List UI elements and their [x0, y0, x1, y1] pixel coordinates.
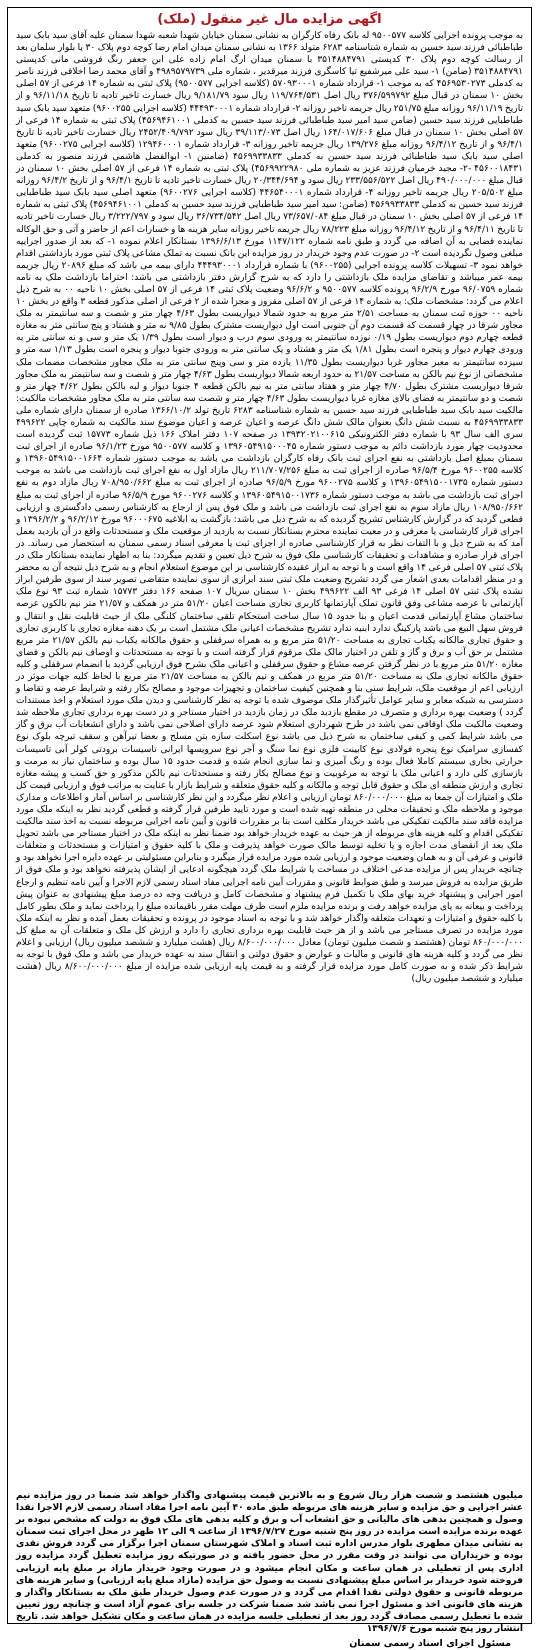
notice-body-tail: میلیون هشتصد و شصت هزار ریال شروع و به بالاترین قیمت پیشنهادی واگذار خواهد شد ضمنا در روز مزایده نیم عشر اجرایی و حق مزایده و سایر هزینه های مربوطه طبق ماده ۴۰ آیین نامه اجرا مفاد اسناد رسمی لازم الاجرا نقدا وصول و همچنین بدهی های مالیاتی و حق انشعاب آب و برق و کلیه بدهی های ملک فوق به دولت که مشخص نبوده بر عهده برنده مزایده است مزایده در روز پنج شنبه مورخ ۱۳۹۶/۷/۲۷ از ساعت ۹ الی ۱۲ ظهر در محل اجرای ثبت سمنان به نشانی میدان مطهری بلوار مدرس اداره ثبت اسناد و املاک شهرستان سمنان اجرا برگزار می گردد فروش نقدی بوده و خریداران می توانند در وقت مقرر در محل حضور یافته و در صورتیکه روز مزایده تعطیل گردد مزایده روز اداری پس از تعطیلی در همان ساعت و مکان انجام میشود و در صورت وجود خریدار مازاد بر مبلغ پایه ارزیابی فروخته شود خریدار بر اساس مبلغ پیشنهادی نسبت به وصول حق مزایده (مازاد مبلغ پایه ارزیابی) و سایر هزینه های مربوطه قانونی و حقوق دولتی نقدا اقدام می گردد و در صورت عدم وصول خریدار طبق ملک به بستانکار واگذار و هزینه های قانونی اخذ و مسئول اجرا نمی باشد شد ضمنا شرکت در جلسه برای عموم آزاد است و چنانچه روز تعیین شده با تعطیل رسمی مصادف گردد روز بعد از تعطیلی جلسه مزایده در همان ساعت و مکان تشکیل خواهد شد. تاریخ انتشار روز پنج شنبه مورخ ۱۳۹۶/۷/۶	[16, 1491, 523, 1635]
notice-body-main: به موجب پرونده اجرایی کلاسه ۹۵۰۰۵۷۷ له بانک رفاه کارگران به نشانی سمنان خیابان شهدا شعبه شهدا سمنان علیه آقای سید بابک سید طباطبائی فرزند سید حسین به شماره شناسنامه ۶۲۸۳ متولد ۱۳۶۶ به نشانی سمنان میدان امام رضا کوچه دوم پلاک ۳۰ یا بلوار سلمان بعد از رسالت کوچه دوم پلاک ۳۰ کدپستی ۳۵۱۴۸۸۴۷۹۱ با سمنان میدان ارگ امام زاده علی ابن جعفر رنگ فروشی مانی کدپستی ۳۵۱۴۸۸۴۷۹۱ (ضامن) ۱- سید علی میرشفیع تیا کاسگری فرزند میرقدیر ، شماره ملی ۴۹۸۹۵۷۹۷۳۹ و آقای محمد رضا اخلاقی فرزند ناصر به کدملی ۴۵۶۹۵۳۰۲۷۳ که به موجب ۱- قرارداد شماره ۵۷۰۹۳۰۰۰۱ (کلاسه اجرایی ۹۵۰۰۵۷۷) پلاک ثبتی به شماره ۱۴ فرعی از ۵۷ اصلی بخش ۱۰ سمنان در قبال مبلغ ۳۷۶/۵۹۹۷۹۲ ریال اصل ۱۱۹/۷۶۴/۵۳۱ ریال سود ۹/۱۸۱/۷۹ ریال خسارت تاخیر تادیه تا تاریخ ۹۶/۱۱/۱۸ و از تاریخ ۹۶/۱۱/۱۹ روزانه مبلغ ۲۵۱/۷۵ ریال جریمه تاخیر روزانه ۲- قرارداد شماره ۴۴۴۹۳۰۰۰۱ (کلاسه اجرایی ۹۶۰۰۲۵۵) متعهد سید بابک سید طباطبایی فرزند سید حسین (ضامن سید امیر سید طباطبائی فرزند سید حسین به کدملی ۴۵۶۹۴۶۱۰۰۱) پلاک ثبتی به شماره ۱۴ فرعی از ۵۷ اصلی بخش ۱۰ سمنان در قبال مبلغ ۱۶۴/۰۱۷/۶۰۶ ریال اصل ۳۹/۱۱۳/۰۷۳ ریال سود ۲۴۵۲/۴۰۹/۷۹۲ ریال خسارت تاخیر تادیه تا تاریخ ۹۶/۴/۱ و از تاریخ ۹۶/۴/۱۲ روزانه مبلغ ۱۳۹/۲۷۶ ریال جریمه تاخیر روزانه ۳- قرارداد شماره ۱۲۹۴۶۰۰۰۱ (کلاسه اجرایی ۹۶۰۰۲۷۵) متعهد اصلی سید بابک سید طباطبائی فرزند سید حسین به کدملی ۴۵۶۹۹۳۳۸۳۳ (ضامنین ۱- ابوالفضل هاشمی فرزند منصور به کدملی ۴۵۶۰۰۱۸۴۳۱ -۲- مجید خرمیان فرزند عزیز به شماره ملی ۴۵۶۹۹۲۲۹۸۰) پلاک ثبتی به شماره ۱۴ فرعی از ۵۷ اصلی بخش ۱۰ سمنان در قبال مبلغ ۴۹۰/۰۰۰/۰۰۰ ریال اصل ۲۳۳/۵۵۶/۵۲۲ ریال سود و ۲۰/۳۴۴/۶۹۴ ریال خسارت تاخیر تادیه تا تاریخ ۹۶/۴/۱ و از تاریخ ۹۶/۴/۲ روزانه مبلغ ۲۰۵/۵۰۲ ریال جریمه تاخیر روزانه ۴- قرارداد شماره ۴۴۶۵۴۰۰۰۱ (کلاسه اجرایی ۹۶۰۰۲۷۶) متعهد اصلی سید بابک سید طباطبایی فرزند سید حسین به کدملی ۴۵۶۹۹۳۳۸۳۳ (ضامن: سید امیر سید طباطبایی فرزند سید حسین به کدملی ۴۵۶۹۴۶۱۰۰۱) پلاک ثبتی به شماره ۱۴ فرعی از ۵۷ اصلی بخش ۱۰ سمنان در قبال مبلغ ۷۳/۶۵۷/۰۸۴ ریال اصل ۳۶/۷۳۴/۵۴۲ ریال سود و ۳/۲۲۲/۷۹۷ ریال خسارت تاخیر تادیه تا تاریخ ۹۶/۴/۱۱ و از تاریخ ۹۶/۴/۱۲ روزانه مبلغ ۷۸/۲۲۳ ریال جریمه تاخیر روزانه سایر هزینه ها و خسارات اعم از حاضر و آتی و حق الوکاله نماینده قضایی به آن اضافه می گردد و طبق نامه شماره ۱۱۴۷/۱۲۲ مورخ ۱۳۹۶/۶/۱۳ بستانکار اعلام نموده ۱- که بعد از صدور اجراییه مبلغی وصول نگردیده است ۲- در صورت عدم وجود خریدار در روز مزایده این بانک نسبت به تملک مشاعی پلاک ثبتی مورد بازداشتی اقدام خواهد نمود ۳- تسهیلات کلاسه پرونده اجرایی (۹۶۰۰۲۵۵) با شماره قرارداد ۴۴۴۹۳۰۰۰۱ دارای بیمه می باشد که مبلغ ۲۰۸۹۶ ریال جریمه بیمه عمر میباشد و تقاضای مزایده ملک بازداشتی را دارد که به شرح گزارش دفتر بازداشتی می باشد: احتراما بازداشت ملک به نامه شماره ۹۶/۰۷۵۹ مورخ ۹۶/۲/۹ پرونده کلاسه ۹۵۰۰۵۷۷ و ۹۶/۶/۲ وضعیت پلاک ثبتی ۱۴ فرعی از ۵۷ اصلی بخش ۱۰ ناحیه ۰۰ به شرح ذیل اعلام می گردد: مشخصات ملک: به شماره ۱۴ فرعی از ۵۷ اصلی مفروز و مجزا شده از ۲ فرعی از اصلی مذکور قطعه ۳ واقع در بخش ۱۰ ناحیه ۰۰ حوزه ثبت سمنان به مساحت ۲/۵۱ متر مربع به حدود شمالا دیواریست بطول ۴/۶۳ چهار متر و شصت و سه سانتیمتر به ملک مجاور شرقا در چهار قسمت که قسمت دوم آن جنوبی است اول دیواریست مشترک بطول ۹/۸۵ نه متر و هشتاد و پنج سانتی متر به مغازه قطعه چهارم دوم دیواریست بطول ۰/۱۹ نوزده سانتیمتر به ورودی سوم درب و دیوار است بطول ۱/۳۹ یک متر و سی و نه سانتی متر به ورودی چهارم دیوار و پنجره است بطول ۱/۸۱ یک متر و هشتاد و یک سانتی متر به ورودی جنوبا دیوار و پنجره است بطول ۱/۱۳ سه متر و سیزده سانتیمتر به معبر مجاور غربا دیواریست بطول ۱۱/۳۵ یازده متر و سی وپنج سانتی متر به ملک مجاور مشخصات مضمات ملک مشخصاتی از نوع نیم بالکن به مساحت ۲۱/۵۷ به حدود اربعه شمالا دیواریست بطول ۴/۶۳ چهار متر و شصت و سه سانتیمتر به ملک مجاور شرقا دیواریست مشترک بطول ۴/۷۰ چهار متر و هفتاد سانتی متر به نیم بالکن قطعه ۴ جنوبا دیوار و لبه بالکن بطول ۴/۶۲ چهار متر و شصت و دو سانتیمتر به فضای بالای مغازه غربا دیواریست بطول ۴/۶۳ چهار متر و شصت سه سانتی متر به ملک مجاور مشخصات مالکیت: مالکیت سید بابک سید طباطبایی فرزند سید حسین به شماره شناسنامه ۶۲۸۳ تاریخ تولد ۱۳۶۶/۱۰/۲ صادره از سمنان دارای شماره ملی ۴۵۶۹۹۳۳۸۳۳ به نسبت شش دانگ بعنوان مالک شش دانگ عرصه و اعیان عرصه و اعیان موضوع سند مالکیت به شماره چاپی ۴۹۹۶۲۲ سری الف سال ۹۳ با شماره دفتر الکترونیکی ۱۳۹۳۲۰۲۱۰۰۶۱۵ در صفحه ۱۰۷ دفتر املاک ۱۶۶ ذیل شماره ۱۵۷۷۳ ثبت گردیده است محدودیت چهار مورد بازداشت دائم به موجب دستور شماره ۱۳۹۶۰۵۴۹۱۵۰۰۰۴۵ و کلاسه ۹۵۰۰۵۷۷ مورخ ۹۶/۱/۲۳ صادره از اجرای ثبت سمنان بمبلغ اصل بازداشتی به نفع اجرای ثبت بانک رفاه کارگران بازداشت می باشد به موجب دستور شماره ۱۳۹۶۰۵۴۹۱۵۰۰۱۶۶۴ و کلاسه ۹۶۰۰۲۵۵ مورخ ۹۶/۵/۴ صادره از اجرای ثبت به مبلغ ۲۱۱/۷۰۷/۲۵۶ ریال مازاد اول به نفع اجرای ثبت بازداشت می باشد به موجب دستور شماره ۱۳۹۶۰۵۴۹۱۵۰۰۱۷۳۵ و کلاسه ۹۶۰۰۲۷۵ مورخ ۹۶/۵/۹ صادره از اجرای ثبت به مبلغ ۷۰۸/۹۵۰/۶۶۲ ریال مازاد دوم به نفع اجرای ثبت بازداشت می باشد به موجب دستور شماره ۱۳۹۶۰۵۴۹۱۵۰۰۱۷۳۶ و کلاسه ۹۶۰۰۲۷۶ مورخ ۹۶/۵/۹ صادره از اجرای ثبت به مبلغ ۱۰۸/۹۵۰/۶۶۲ ریال مازاد سوم به نفع اجرای ثبت بازداشت می باشد و ملک فوق پس از ارجاع به کارشناس رسمی دادگستری و ارزیابی قطعی گردید که در گزارش کارشناس تشریح گردیده که به شرح ذیل می باشد: بازگشت به ابلاغیه ۹۶۰۰۰۶۷۵ مورخ ۹۶/۲/۱۲ و ۱۳۹۶/۲/۲ و اجرای قرار کارشناسی یا معرفی و در معیت نماینده محترم بستانکار نسبت به بازدید از موقعیت ملک و مستحدثات واقع در آن بازدید بعمل آمد که به شرح ذیل و با التفات نظر به قرار کارشناسی صادره از اجرای ثبت یا معرفی اسناد رسمی سمنان به استحضار می رساند. در اجرای قرار صادره و مشاهدات و تحقیقات کارشناسی ملک فوق به شرح ذیل تعیین و تقدیم میگردد: بنا به اظهار نماینده بستانکار ملک در پلاک ثبتی ۵۷ اصلی فرعی ۱۴ واقع است و با توجه به ابراز عقیده کارشناسی بر این موضوع استعلام انجام و به شرح ذیل نتیجه آن به محضر و در منظر اقدامات بعدی اشعار می گردد تشریح وضعیت ملک ثبتی سند ابرازی از سوی نماینده متقاضی تصویر سند از سوی طرفین ابراز نشده پلاک ثبتی ۵۷ اصلی ۱۴ فرعی ۹۳ الف ۴۹۹۶۲۲ بخش ۱۰ سمنان سریال ۱۰۷ صفحه ۱۶۶ دفتر ۱۵۷۷۳ شماره ثبت ۹۳ نوع ملک آپارتمانی با عرصه مشاعی وفق قانون تملک آپارتمانها کاربری تجاری مساحت اعیان ۵۱/۲۰ متر در همکف و ۲۱/۵۷ متر نیم بالکون عرصه ساختمان مشاع آپارتمانی قدمت اعیان و بنا حدود ۱۵ سال ساخت استحکام تلقی ساختمان کلنگی ملک از حیث قابلیت نقل و انتقال و فروش سهل البیع می باشد پارکینگ ندارد ابنیه ندارد تشریح مشخصات اعیانی ملک مشتمل است بر یک دهنه مغازه تجاری با کاربری تجاری و حقوق تجاری مالکانه یکباب تجاری به مساحت ۵۱/۲۰ متر مربع و به همراه سرقفلی و حقوق مالکانه یکباب نیم بالکن ۲۱/۵۷ متر مربع مشتمل بر حق آب و برق و گاز و تلفن در اختیار مالک ملک مرقوم قرار گرفته است و با توجه به مستحدثات و اوصاف نیم بالکن و فضای مغازه ۵۱/۲۰ متر مربع با در نظر گرفتن عرصه مشاع و حقوق سرقفلی و اعیانی ملک بشرح فوق ارزیابی گردید با انضمام سرقفلی و کلیه حقوق مالکانه تجاری ملک به مساحت ۵۱/۲۰ متر مربع در همکف و نیم بالکن به مساحت ۲۱/۵۷ متر مربع با لحاظ کلیه جهات موثر در ارزیابی اعم از موقعیت ملک، شرایط سنی بنا و همچنین کیفیت ساختمان و تجهیزات موجود و مصالح بکار رفته و شرایط عرضه و تقاضا و دسترسی به شبکه معابر و سایر عوامل تأثیرگذار ملک موصوف شده با توجه به نظر کارشناسی و دیدن ملک مورد استعلام و اخذ مستندات گردد ) وضعیت بهره برداری و متصرف در مقطع بازدید ملک در زمان بازدید در اختیار مستاجر و در دست بهره برداری تجاری ملاحظه شد وضعیت مالکیت ملک اوقافی نمی باشد در طرح شهرداری استعلام شود عرصه دارای اصلاحی نمی باشد و دارای انشعابات آب برق و گاز می باشد شرایط کمی و کیفی ساختمان به شرح ذیل می باشد نوع اسکلت سازه بتن مسلح و بعضا تیرآهن و سقف تیرچه بلوک نوع کفسازی سرامیک نوع پنجره فولادی نوع کابینت فلزی نوع نما سنگ و آجر نوع سرویسها ایرانی تاسیسات برودتی کولر آبی تاسیسات حرارتی بخاری سیستم کاملا فعال بوده و رنگ آمیزی و نما سازی انجام شده و قدمت حدود ۱۵ سال بوده و ساختمان نیاز به مرمت و بازسازی کلی دارد و اعیانی ملک با توجه به مرغوبیت و نوع مصالح بکار رفته و مستحدثات نیم بالکن مذکور و حق کسب و پیشه مغازه تجاری و ارزش منطقه ای ملک و حقوق قابل توجه و مالکانه و کلیه حقوق متعلقه و شرایط بازار با عنایت به مراتب فوق و ارزیابی قیمت کل ملک و امتیازات آن جمعا به مبلغ ۸۶۰/۰۰۰/۰۰۰ تومان ارزیابی و اعلام نظر میگردد و این نظر کارشناسی بر اساس آمار و اطلاعات و مدارک موجود و ملاحظه ملک و تحقیقات محلی در منطقه تهیه شده است و مورد تایید طرفین قرار گرفته و قطعی گردید نظر به اینکه ملک مورد مزایده فاقد سند مالکیت تفکیکی می باشد خریدار مکلف است بنا بر مقررات قانون و آیین نامه اجرایی مربوطه نسبت به اخذ سند مالکیت تفکیکی اقدام و کلیه هزینه های مربوطه از هر حیث به عهده خریدار خواهد بود ضمنا نظر به اینکه ملک در اختیار مستاجر می باشد تحویل ملک بعد از انقضای مدت اجاره و یا تخلیه توسط مالک صورت خواهد پذیرفت و ملک با کلیه حقوق و امتیازات و مستحدثات و متعلقات قانونی و عرفی آن و به همان وضعیت موجود و ارزیابی شده مورد مزایده قرار میگیرد و بنابراین مسئولیتی بر عهده دایره اجرا نخواهد بود و چنانچه خریدار پس از مزایده مدعی اختلاف در مساحت یا شرایط ملک گردد هیچگونه ادعایی از ایشان پذیرفته نخواهد بود و ملک فوق از طریق مزایده به فروش میرسد و طبق ضوابط قانونی و مقررات آیین نامه اجرایی مفاد اسناد رسمی لازم الاجرا و آیین نامه تنظیم و ارجاع امور اجرایی و پیشنهاد خرید بهای ملک با تکمیل فرم پیشنهاد و مشخصات کامل و دریافت وجه ده درصد مبلغ پیشنهادی به عنوان پیش پرداخت و بیعانه به پای مزایده خواهد رفت و برنده مزایده ملزم است ظرف مهلت مقرر باقیمانده مبلغ را پرداخت نماید و ملک بطور کامل با کلیه حقوق و امتیازات و تعهدات متعلقه واگذار خواهد شد و با توجه به اسناد موجود در پرونده و تحقیقات بعمل آمده و نظر به اینکه ملک مورد مزایده در تصرف مستاجر می باشد و از هر حیث قابلیت بهره برداری تجاری را دارد و ارزش کل ملک و متعلقات آن به مبلغ کل ۸۶۰/۰۰۰/۰۰۰ تومان (هشتصد و شصت میلیون تومان) معادل ۸/۶۰۰/۰۰۰/۰۰۰ ریال (هشت میلیارد و ششصد میلیون ریال) ارزیابی و اعلام نظر می گردد و کلیه هزینه های قانونی و مالیات و عوارض و حقوق دولتی و انتقال سند به عهده خریدار می باشد و ملک فوق با توجه به شرایط ذکر شده و به صورت کامل مورد مزایده قرار گرفته و به قیمت پایه ارزیابی شده مزایده از مبلغ ۸/۶۰۰/۰۰۰/۰۰۰ ریال (هشت میلیارد و ششصد میلیون ریال)	[16, 31, 524, 985]
notice-page	[7, 7, 532, 1650]
notice-title: اگهی مزایده مال غیر منقول (ملک)	[157, 12, 382, 27]
notice-signature: مسئول اجرای اسناد رسمی سمنان	[349, 1638, 511, 1650]
